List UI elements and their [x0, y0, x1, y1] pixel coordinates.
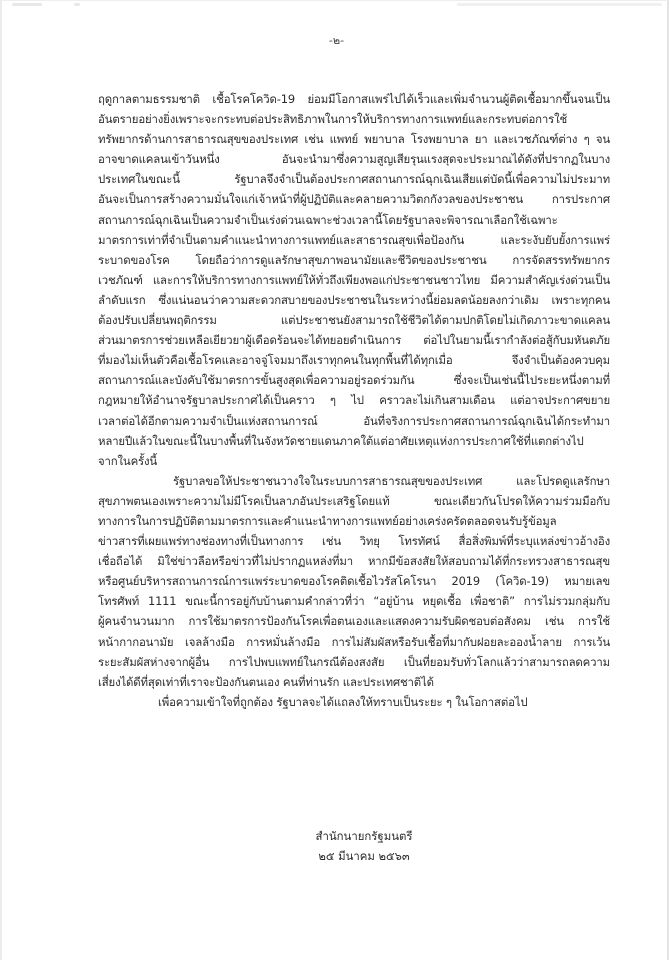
- text-line: ระบาดของโรค โดยถือว่าการดูแลรักษาสุขภาพอนามัยและชีวิตของประชาชน การจัดสรรทรัพยากร: [98, 252, 610, 267]
- text-line: เชื่อถือได้ มิใช่ข่าวลือหรือข่าวที่ไม่ปรากฏแหล่งที่มา หากมีข้อสงสัยให้สอบถามได้ที่กระทรวงสาธารณสุข: [98, 554, 610, 569]
- paragraph-1: [98, 89, 610, 471]
- scan-artifact: [74, 3, 80, 6]
- paragraph-3: [98, 692, 610, 712]
- text-line: จากในครั้งนี้: [98, 453, 158, 468]
- issue-date: ๒๕ มีนาคม ๒๕๖๓: [318, 849, 410, 863]
- text-line: เพื่อความเข้าใจที่ถูกต้อง รัฐบาลจะได้แถลงให้ทราบเป็นระยะ ๆ ในโอกาสต่อไป: [158, 694, 528, 709]
- text-line: สถานการณ์และบังคับใช้มาตรการขั้นสูงสุดเพื่อความอยู่รอดร่วมกัน ซึ่งจะเป็นเช่นนี้ไประยะหนึ่งตามที่: [98, 373, 610, 388]
- signature-block: [2, 826, 669, 866]
- text-line: สถานการณ์ฉุกเฉินเป็นความจำเป็นเร่งด่วนเฉพาะช่วงเวลานี้โดยรัฐบาลจะพิจารณาเลือกใช้เฉพาะ: [98, 212, 558, 227]
- text-line: ฤดูกาลตามธรรมชาติ เชื้อโรคโควิด-19 ย่อมมีโอกาสแพร่ไปได้เร็วและเพิ่มจำนวนผู้ติดเชื้อมากขึ้นจนเป็น: [98, 92, 610, 106]
- text-line: สุขภาพตนเองเพราะความไม่มีโรคเป็นลาภอันประเสริฐโดยแท้ ขณะเดียวกันโปรดให้ความร่วมมือกับ: [98, 493, 610, 508]
- text-line: ประเทศในขณะนี้ รัฐบาลจึงจำเป็นต้องประกาศสถานการณ์ฉุกเฉินเสียแต่บัดนี้เพื่อความไม่ประมาท: [98, 172, 610, 187]
- text-line: หน้ากากอนามัย เจลล้างมือ การหมั่นล้างมือ การไม่สัมผัสหรือรับเชื้อที่มากับฝอยละอองน้ำลาย การเว้น: [98, 634, 610, 649]
- page-number: -๒-: [328, 34, 345, 47]
- text-line: ที่มองไม่เห็นตัวคือเชื้อโรคและอาจจู่โจมมาถึงเราทุกคนในทุกพื้นที่ได้ทุกเมื่อ จึงจำเป็นต้องควบคุม: [98, 353, 610, 368]
- issuing-office: สำนักนายกรัฐมนตรี: [315, 829, 413, 843]
- text-line: ต้องปรับเปลี่ยนพฤติกรรม แต่ประชาชนยังสามารถใช้ชีวิตได้ตามปกติโดยไม่เกิดภาวะขาดแคลน: [98, 313, 610, 328]
- text-line: หลายปีแล้วในขณะนี้ในบางพื้นที่ในจังหวัดชายแดนภาคใต้แต่อาศัยเหตุแห่งการประกาศใช้ที่แตกต่างไป: [98, 433, 584, 448]
- text-line: โทรศัพท์ 1111 ขณะนี้การอยู่กับบ้านตามคำกล่าวที่ว่า “อยู่บ้าน หยุดเชื้อ เพื่อชาติ” การไม่รวมกลุ่มกับ: [98, 594, 610, 609]
- text-line: อาจขาดแคลนเข้าวันหนึ่ง อันจะนำมาซึ่งความสูญเสียรุนแรงสุดจะประมาณได้ดังที่ปรากฏในบาง: [98, 152, 610, 167]
- document-body: [98, 89, 610, 712]
- text-line: รัฐบาลขอให้ประชาชนวางใจในระบบการสาธารณสุขของประเทศ และโปรดดูแลรักษา: [173, 473, 610, 488]
- text-line: มาตรการเท่าที่จำเป็นตามคำแนะนำทางการแพทย์และสาธารณสุขเพื่อป้องกัน และระงับยับยั้งการแพร่: [98, 232, 610, 247]
- text-line: กฎหมายให้อำนาจรัฐบาลประกาศได้เป็นคราว ๆ ไป คราวละไม่เกินสามเดือน แต่อาจประกาศขยาย: [98, 393, 610, 408]
- text-line: เวลาต่อได้อีกตามความจำเป็นแห่งสถานการณ์ อันที่จริงการประกาศสถานการณ์ฉุกเฉินได้กระทำมา: [98, 413, 610, 428]
- text-line: เสี่ยงได้ดีที่สุดเท่าที่เราจะป้องกันตนเอง คนที่ท่านรัก และประเทศชาติได้: [98, 674, 434, 689]
- text-line: ทางการในการปฏิบัติตามมาตรการและคำแนะนำทางการแพทย์อย่างเคร่งครัดตลอดจนรับรู้ข้อมูล: [98, 513, 557, 528]
- text-line: อันจะเป็นการสร้างความมั่นใจแก่เจ้าหน้าที่ผู้ปฏิบัติและคลายความวิตกกังวลของประชาชน การประกาศ: [98, 192, 610, 207]
- text-line: ผู้คนจำนวนมาก การใช้มาตรการป้องกันโรคเพื่อตนเองและแสดงความรับผิดชอบต่อสังคม เช่น การใช้: [98, 614, 610, 629]
- scan-artifact: [12, 3, 42, 6]
- text-line: อันตรายอย่างยิ่งเพราะจะกระทบต่อประสิทธิภาพในการให้บริการทางการแพทย์และกระทบต่อการใช้: [98, 112, 568, 127]
- text-line: ทรัพยากรด้านการสาธารณสุขของประเทศ เช่น แพทย์ พยาบาล โรงพยาบาล ยา และเวชภัณฑ์ต่าง ๆ จน: [98, 132, 610, 147]
- text-line: ระยะสัมผัสห่างจากผู้อื่น การไปพบแพทย์ในกรณีต้องสงสัย เป็นที่ยอมรับทั่วโลกแล้วว่าสามารถลดความ: [98, 654, 610, 669]
- text-line: เวชภัณฑ์ และการให้บริการทางการแพทย์ให้ทั่วถึงเพียงพอแก่ประชาชนชาวไทย มีความสำคัญเร่งด่วนเป็น: [98, 272, 610, 287]
- scan-artifact: [457, 3, 662, 6]
- text-line: ลำดับแรก ซึ่งแน่นอนว่าความสะดวกสบายของประชาชนในระหว่างนี้ย่อมลดน้อยลงกว่าเดิม เพราะทุกคน: [98, 292, 610, 307]
- paragraph-2: [98, 471, 610, 692]
- text-line: ส่วนมาตรการช่วยเหลือเยียวยาผู้เดือดร้อนจะได้ทยอยดำเนินการ ต่อไปในยามนี้เรากำลังต่อสู้กับมหันตภัย: [98, 333, 610, 348]
- text-line: หรือศูนย์บริหารสถานการณ์การแพร่ระบาดของโรคติดเชื้อไวรัสโคโรนา 2019 (โควิด-19) หมายเลข: [98, 574, 610, 589]
- text-line: ข่าวสารที่เผยแพร่ทางช่องทางที่เป็นทางการ เช่น วิทยุ โทรทัศน์ สื่อสิ่งพิมพ์ที่ระบุแหล่งข่าวอ้างอิง: [98, 534, 610, 549]
